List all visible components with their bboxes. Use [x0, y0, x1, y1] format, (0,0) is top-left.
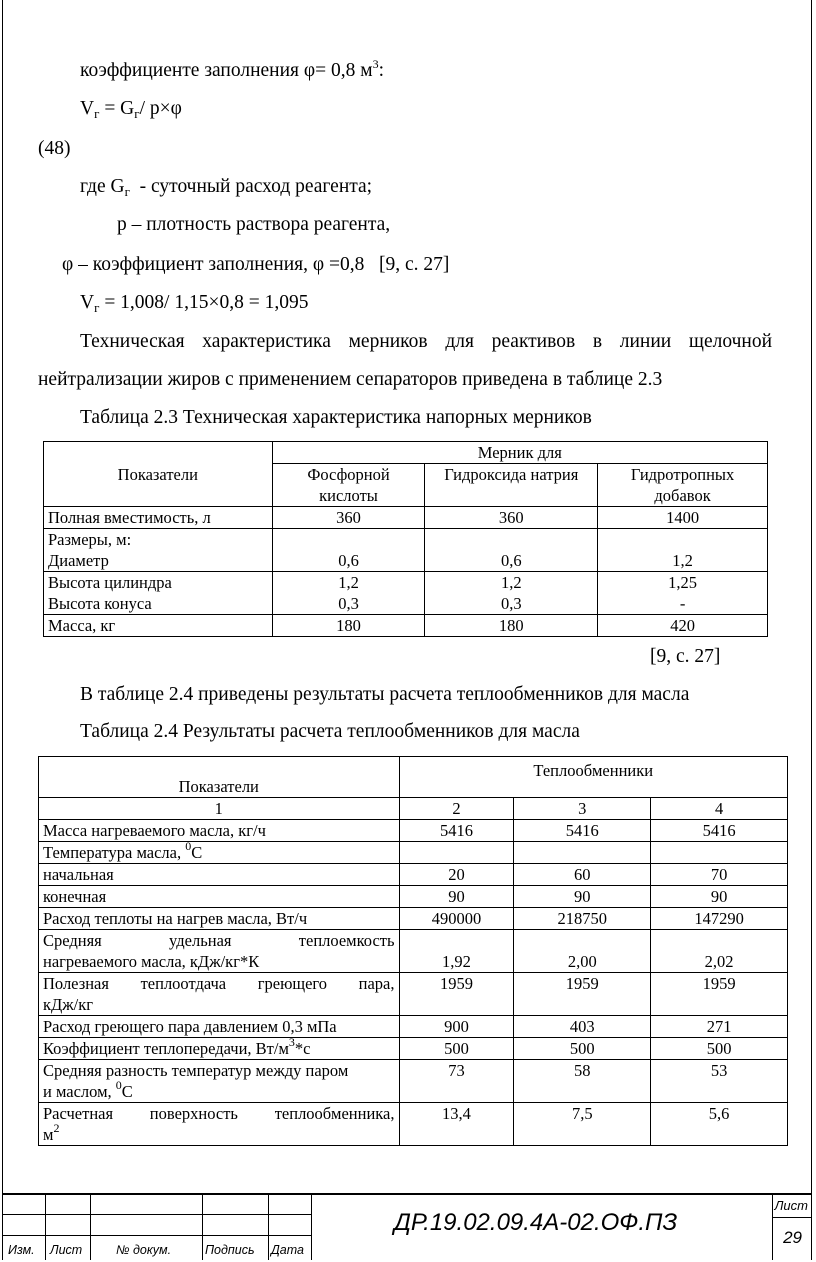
cell: 147290	[651, 908, 788, 930]
stamp-row-line	[2, 1214, 311, 1215]
header-indicators: Показатели	[39, 757, 400, 798]
superscript: 3	[372, 57, 379, 71]
row-label-line	[43, 1121, 395, 1145]
row-label	[39, 839, 400, 864]
reference: [9, с. 27]	[650, 646, 721, 667]
cell: 360	[425, 507, 598, 529]
cell: 13,4	[399, 1103, 514, 1146]
text: м	[43, 1125, 54, 1144]
row-label-line	[43, 1078, 395, 1102]
text: Температура масла,	[43, 843, 186, 862]
table-row	[39, 864, 788, 886]
text: = 1,008/ 1,15×0,8 = 1,095	[99, 292, 309, 313]
cell: 180	[425, 615, 598, 637]
superscript: 3	[288, 1035, 295, 1049]
cell: 53	[651, 1060, 788, 1103]
text: коэффициенте заполнения φ= 0,8 м	[80, 60, 373, 81]
row-label-line: Средняя удельная теплоемкость	[43, 931, 395, 950]
subscript: г	[94, 300, 100, 315]
text: :	[378, 60, 385, 81]
header-indicators: Показатели	[44, 442, 273, 507]
table-2-4-caption: Таблица 2.4 Результаты расчета теплообменников для масла	[80, 721, 580, 742]
cell	[598, 572, 768, 615]
row-label-line: Размеры, м:	[48, 530, 132, 549]
table-2-4	[38, 756, 788, 1146]
column-number: 2	[399, 798, 514, 820]
row-label-line: Высота цилиндра	[48, 573, 172, 592]
cell-line: -	[679, 594, 686, 613]
where-line	[80, 175, 372, 199]
cell: 2,02	[651, 930, 788, 973]
row-label: Расход греющего пара давлением 0,3 мПа	[39, 1016, 400, 1038]
row-label-line: кДж/кг	[43, 995, 94, 1014]
row-label-line: Средняя разность температур между паром	[43, 1061, 349, 1080]
cell: 180	[272, 615, 425, 637]
cell: 73	[399, 1060, 514, 1103]
column-number: 3	[514, 798, 651, 820]
text: и маслом,	[43, 1082, 116, 1101]
stamp-divider	[311, 1195, 312, 1260]
stamp-divider	[45, 1195, 46, 1260]
row-label: Расход теплоты на нагрев масла, Вт/ч	[39, 908, 400, 930]
cell-line: 1,2	[500, 573, 522, 592]
document-code: ДР.19.02.09.4А-02.ОФ.ПЗ	[394, 1209, 678, 1236]
cell: 5416	[514, 820, 651, 842]
header-col: Гидротропных добавок	[598, 464, 768, 507]
row-label-line: нагреваемого масла, кДж/кг*К	[43, 952, 260, 971]
text: = G	[99, 98, 135, 119]
cell: 1,92	[399, 930, 514, 973]
cell	[399, 842, 514, 864]
cell-line: 0,3	[338, 594, 359, 613]
header-col: Фосфорной кислоты	[272, 464, 425, 507]
cell: 500	[399, 1038, 514, 1060]
cell: 2,00	[514, 930, 651, 973]
stamp-divider	[90, 1195, 91, 1260]
cell: 58	[514, 1060, 651, 1103]
row-label	[44, 529, 273, 572]
cell: 5,6	[651, 1103, 788, 1146]
row-label-line: Полезная теплоотдача греющего пара,	[43, 974, 395, 993]
subscript: г	[124, 184, 130, 199]
stamp-divider	[772, 1195, 773, 1260]
text: С	[191, 843, 203, 862]
cell: 20	[399, 864, 514, 886]
text: С	[121, 1082, 133, 1101]
row-label	[39, 973, 400, 1016]
cell: 90	[399, 886, 514, 908]
table-row	[39, 820, 788, 842]
density-definition: p – плотность раствора реагента,	[117, 214, 391, 235]
cell: 90	[514, 886, 651, 908]
table-row	[39, 1038, 788, 1060]
cell: 1,2	[598, 529, 768, 572]
intro-line-2: нейтрализации жиров с применением сепараторов приведена в таблице 2.3	[38, 369, 663, 390]
row-label	[39, 1103, 400, 1146]
table-header-row	[39, 757, 788, 798]
header-col: Гидроксида натрия	[425, 464, 598, 507]
phi-definition: φ – коэффициент заполнения, φ =0,8 [9, с. 27]	[62, 254, 450, 275]
text: V	[80, 98, 95, 119]
calculation-line	[80, 291, 308, 315]
table-header-row	[44, 442, 768, 464]
cell: 403	[514, 1016, 651, 1038]
stamp-row-line	[2, 1235, 311, 1236]
text: *с	[294, 1039, 311, 1058]
cell: 1959	[399, 973, 514, 1016]
stamp-divider	[202, 1195, 203, 1260]
stamp-row-line	[772, 1217, 812, 1218]
cell-line: 1,2	[338, 573, 359, 592]
title-block	[2, 1193, 812, 1260]
row-label	[39, 930, 400, 973]
row-label	[39, 1035, 400, 1060]
subscript: г	[134, 106, 140, 121]
row-label: начальная	[39, 864, 400, 886]
row-label-line: Диаметр	[48, 551, 109, 570]
intro-line-1: Техническая характеристика мерников для реактивов в линии щелочной	[80, 331, 772, 352]
cell: 360	[272, 507, 425, 529]
row-label: Масса нагреваемого масла, кг/ч	[39, 820, 400, 842]
cell: 60	[514, 864, 651, 886]
cell: 490000	[399, 908, 514, 930]
table-2-3-caption: Таблица 2.3 Техническая характеристика напорных мерников	[80, 407, 592, 428]
cell: 500	[651, 1038, 788, 1060]
column-number: 1	[39, 798, 400, 820]
cell	[514, 842, 651, 864]
row-label: Масса, кг	[44, 615, 273, 637]
cell: 900	[399, 1016, 514, 1038]
sheet-number: 29	[783, 1228, 802, 1247]
cell: 90	[651, 886, 788, 908]
cell: 1959	[651, 973, 788, 1016]
table-row	[39, 1060, 788, 1103]
row-label: Полная вместимость, л	[44, 507, 273, 529]
intro-table-2-4: В таблице 2.4 приведены результаты расчета теплообменников для масла	[80, 684, 690, 705]
row-label-line: Расчетная поверхность теплообменника,	[43, 1104, 395, 1123]
table-number-row	[39, 798, 788, 820]
stamp-label-sign: Подпись	[205, 1243, 255, 1257]
cell: 5416	[651, 820, 788, 842]
cell: 500	[514, 1038, 651, 1060]
table-row	[44, 529, 768, 572]
cell: 7,5	[514, 1103, 651, 1146]
text: Коэффициент теплопередачи, Вт/м	[43, 1039, 289, 1058]
table-row	[39, 930, 788, 973]
superscript: 0	[185, 839, 192, 853]
table-row	[39, 1103, 788, 1146]
row-label	[39, 1060, 400, 1103]
row-label-line: Высота конуса	[48, 594, 152, 613]
table-row	[44, 572, 768, 615]
text: - суточный расход реагента;	[129, 176, 373, 197]
text: V	[80, 292, 95, 313]
sheet-label: Лист	[774, 1198, 808, 1213]
cell: 5416	[399, 820, 514, 842]
superscript: 2	[53, 1121, 60, 1135]
cell	[272, 572, 425, 615]
cell-line: 1,25	[668, 573, 697, 592]
column-number: 4	[651, 798, 788, 820]
formula-volume	[80, 97, 182, 121]
superscript: 0	[115, 1078, 122, 1092]
table-row	[44, 615, 768, 637]
stamp-label-list: Лист	[50, 1243, 83, 1257]
text: / p×φ	[139, 98, 182, 119]
table-row	[44, 507, 768, 529]
stamp-label-izm: Изм.	[8, 1243, 35, 1257]
cell: 0,6	[425, 529, 598, 572]
cell: 420	[598, 615, 768, 637]
stamp-divider	[268, 1195, 269, 1260]
stamp-label-date: Дата	[271, 1243, 304, 1257]
table-row	[39, 842, 788, 864]
cell: 0,6	[272, 529, 425, 572]
cell: 1400	[598, 507, 768, 529]
cell-line: 0,3	[500, 594, 522, 613]
subscript: г	[94, 106, 100, 121]
table-row	[39, 973, 788, 1016]
table-row	[39, 886, 788, 908]
cell: 271	[651, 1016, 788, 1038]
header-group: Теплообменники	[399, 757, 787, 798]
table-2-3	[43, 441, 768, 637]
header-group: Мерник для	[272, 442, 767, 464]
cell: 218750	[514, 908, 651, 930]
table-row	[39, 1016, 788, 1038]
cell	[651, 842, 788, 864]
stamp-label-doc: № докум.	[116, 1243, 172, 1257]
equation-number: (48)	[38, 138, 71, 159]
paragraph-fill-coefficient	[80, 59, 384, 83]
text: где G	[80, 176, 125, 197]
cell: 1959	[514, 973, 651, 1016]
row-label	[44, 572, 273, 615]
table-row	[39, 908, 788, 930]
row-label: конечная	[39, 886, 400, 908]
cell	[425, 572, 598, 615]
cell: 70	[651, 864, 788, 886]
